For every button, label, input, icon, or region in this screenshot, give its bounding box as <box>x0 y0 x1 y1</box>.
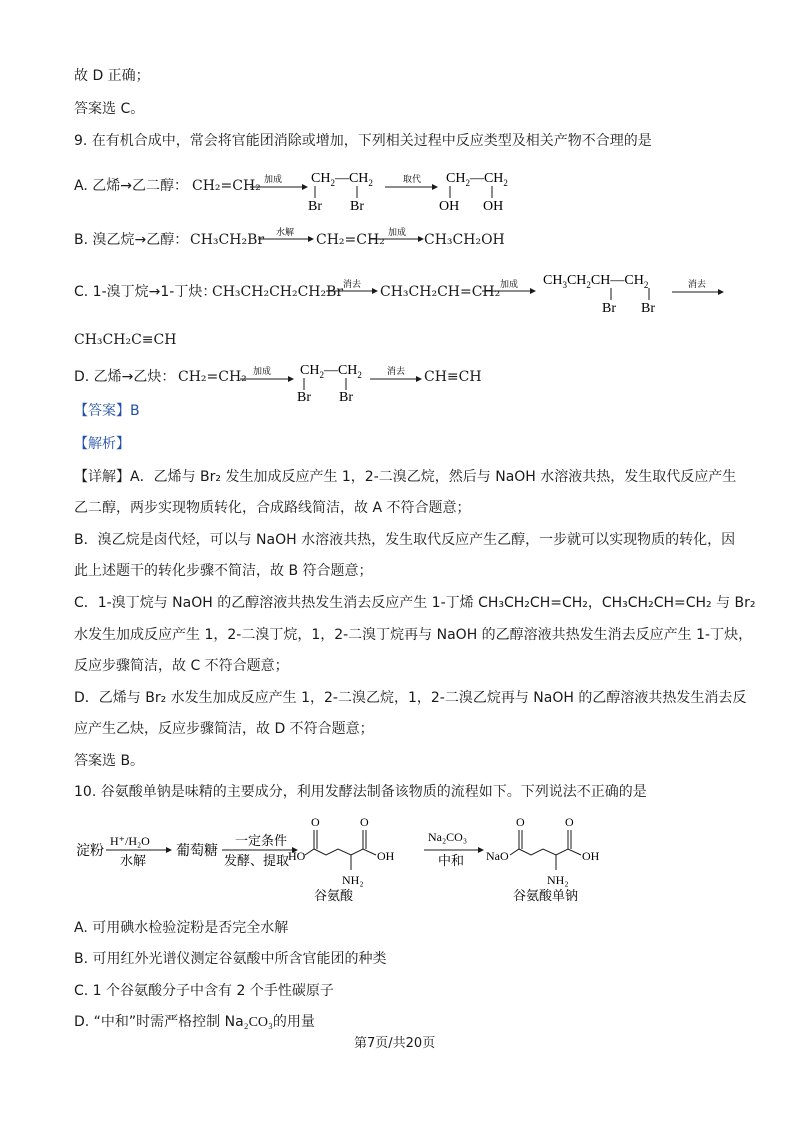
nh2-label: NH₂ <box>342 873 364 887</box>
explanation-line: 应产生乙炔，反应步骤简洁，故 D 不符合题意； <box>74 721 374 737</box>
arrowhead <box>166 847 172 853</box>
arrow-group <box>326 278 386 298</box>
reaction-scheme-a <box>250 170 730 220</box>
option-a: A. 可用碘水检验淀粉是否完全水解 <box>74 920 289 936</box>
svg-text:CH3CH2CH—CH2: $CH_3CH_2CH—CH_2$ <box>543 273 649 290</box>
svg-text:CH2—CH2: $CH_2—CH_2$ <box>446 171 508 188</box>
arrowhead <box>308 236 314 242</box>
arrow-label: 水解 <box>120 853 147 868</box>
formula: CH₂=CH₂ <box>316 232 385 248</box>
arrow-label: 中和 <box>438 853 465 868</box>
arrowhead <box>302 184 308 190</box>
svg-text:O: O <box>360 815 369 829</box>
svg-text:Br: Br <box>297 390 311 402</box>
svg-text:OH: OH <box>439 199 460 214</box>
text-line: 答案选 B。 <box>74 753 145 769</box>
explanation-line: 此上述题干的转化步骤不简洁，故 B 符合题意； <box>74 563 373 579</box>
svg-text:Br: Br <box>350 199 364 214</box>
question-10-stem: 10. 谷氨酸单钠是味精的主要成分，利用发酵法制备该物质的流程如下。下列说法不正确的是 <box>74 784 647 800</box>
formula: CH₃CH₂Br <box>190 232 265 248</box>
arrow-label: 消去 <box>343 279 362 289</box>
arrow-label: 水解 <box>276 227 295 237</box>
formula: CH₂=CH₂ <box>192 178 261 194</box>
explanation-line: 【详解】A．乙烯与 Br₂ 发生加成反应产生 1，2-二溴乙烷，然后与 NaOH 水溶液共热，发生取代反应产生 <box>74 469 737 485</box>
option-prefix: A. 乙烯→乙二醇： <box>74 178 188 194</box>
arrowhead <box>530 288 536 294</box>
formula: CH₃CH₂CH=CH₂ <box>380 284 501 300</box>
explanation-line: C．1-溴丁烷与 NaOH 的乙醇溶液共热发生消去反应产生 1-丁烯 CH₃CH₂CH=CH₂，CH₃CH₂CH=CH₂ 与 Br₂ <box>74 595 756 611</box>
na2co3-subscript: ₂CO₃ <box>243 1015 273 1030</box>
explanation-line: 乙二醇，两步实现物质转化，合成路线简洁，故 A 不符合题意； <box>74 500 471 516</box>
arrow-label: H⁺/H₂O <box>110 834 150 848</box>
arrow-group <box>370 226 430 246</box>
arrow-group <box>482 278 542 298</box>
svg-text:Br: Br <box>308 199 322 214</box>
svg-text:O: O <box>565 815 574 829</box>
svg-text:OH: OH <box>377 849 395 863</box>
option-prefix: D. 乙烯→乙炔： <box>74 369 176 385</box>
svg-text:Br: Br <box>339 390 353 402</box>
svg-text:O: O <box>516 815 525 829</box>
answer-tag: 【答案】B <box>74 403 140 419</box>
explanation-line: D．乙烯与 Br₂ 水发生加成反应产生 1，2-二溴乙烷，1，2-二溴乙烷再与 NaOH 的乙醇溶液共热发生消去反 <box>74 690 747 706</box>
arrow-label: 发酵、提取 <box>224 853 290 868</box>
arrow-label: 消去 <box>688 279 707 289</box>
arrow-label: 一定条件 <box>235 833 288 848</box>
option-d <box>74 1014 315 1032</box>
svg-text:HO: HO <box>288 849 306 863</box>
formula: CH₂=CH₂ <box>178 369 247 385</box>
nh2-label: NH₂ <box>547 873 569 887</box>
arrow-label: Na₂CO₃ <box>428 830 468 844</box>
arrowhead <box>372 288 378 294</box>
msg-structure <box>486 815 600 903</box>
arrowhead <box>288 376 294 382</box>
formula: CH≡CH <box>424 369 482 385</box>
glutamic-acid-structure <box>288 815 395 903</box>
svg-text:CH2—CH2: $CH_2—CH_2$ <box>300 363 362 380</box>
option-d-suffix: 的用量 <box>272 1014 315 1030</box>
formula: CH₃CH₂OH <box>424 232 505 248</box>
formula: CH₃CH₂C≡CH <box>74 332 177 348</box>
svg-text:OH: OH <box>582 849 600 863</box>
svg-text:OH: OH <box>483 199 504 214</box>
msg-label: 谷氨酸单钠 <box>513 888 579 903</box>
arrowhead <box>478 847 484 853</box>
arrow-label: 消去 <box>387 366 406 376</box>
svg-text:CH2—CH2: $CH_2—CH_2$ <box>311 171 373 188</box>
formula: CH₃CH₂CH₂CH₂Br <box>212 284 344 300</box>
dibromobutane-structure <box>540 262 730 314</box>
explanation-line: B．溴乙烷是卤代烃，可以与 NaOH 水溶液共热，发生取代反应产生乙醇，一步就可以实现物质的转化，因 <box>74 532 736 548</box>
svg-text:NaO: NaO <box>486 849 509 863</box>
svg-text:O: O <box>311 815 320 829</box>
glutamate-flow-diagram <box>70 808 670 906</box>
arrow-label: 加成 <box>253 366 272 376</box>
text-line: 答案选 C。 <box>74 101 145 117</box>
option-prefix: B. 溴乙烷→乙醇： <box>74 232 189 248</box>
arrow-group <box>258 226 318 246</box>
arrowhead <box>718 289 724 295</box>
glucose-label: 葡萄糖 <box>176 844 218 859</box>
arrow-label: 加成 <box>388 227 407 237</box>
option-b: B. 可用红外光谱仪测定谷氨酸中所含官能团的种类 <box>74 951 387 967</box>
arrow-label: 取代 <box>403 174 422 184</box>
glutamic-acid-label: 谷氨酸 <box>314 888 354 903</box>
starch-label: 淀粉 <box>76 844 104 859</box>
arrowhead <box>416 376 422 382</box>
explanation-line: 水发生加成反应产生 1，2-二溴丁烷，1，2-二溴丁烷再与 NaOH 的乙醇溶液共热发生消去反应产生 1-丁炔， <box>74 627 753 643</box>
option-prefix: C. 1-溴丁烷→1-丁炔： <box>74 284 217 300</box>
arrow-label: 加成 <box>264 174 283 184</box>
question-9-stem: 9. 在有机合成中，常会将官能团消除或增加，下列相关过程中反应类型及相关产物不合理的是 <box>74 133 652 149</box>
svg-text:Br: Br <box>602 301 616 314</box>
option-c: C. 1 个谷氨酸分子中含有 2 个手性碳原子 <box>74 983 334 999</box>
arrowhead <box>432 184 438 190</box>
option-d-prefix: D. “中和”时需严格控制 Na <box>74 1014 244 1030</box>
page-footer: 第7页/共20页 <box>354 1036 436 1051</box>
explanation-line: 反应步骤简洁，故 C 不符合题意； <box>74 658 289 674</box>
svg-text:Br: Br <box>641 301 655 314</box>
analysis-tag: 【解析】 <box>74 436 130 452</box>
arrow-label: 加成 <box>500 279 519 289</box>
text-line: 故 D 正确； <box>74 68 150 84</box>
